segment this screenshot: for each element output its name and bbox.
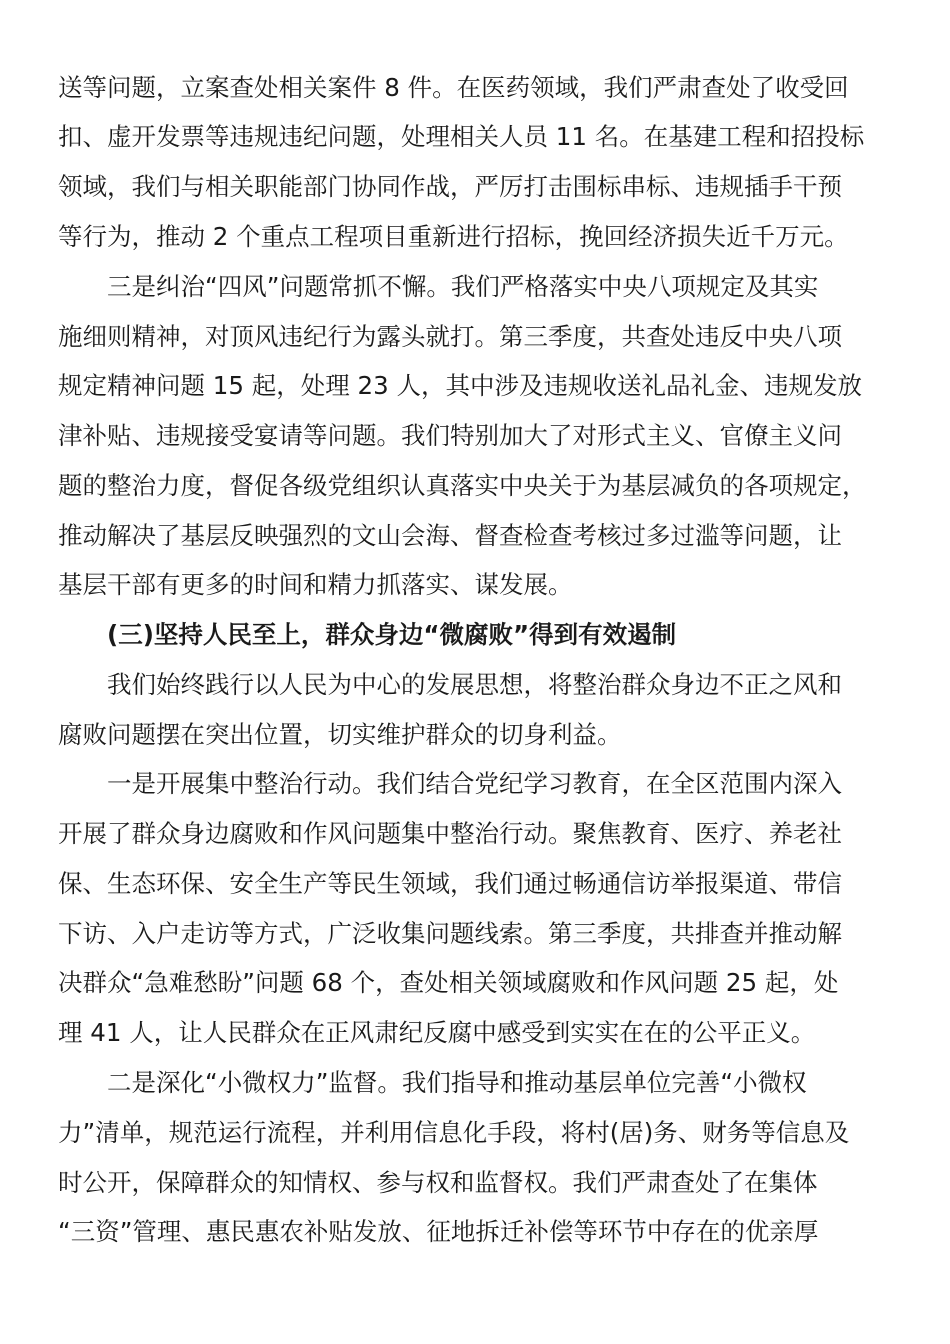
text-line-16: 开展了群众身边腐败和作风问题集中整治行动。聚焦教育、医疗、养老社	[58, 819, 842, 848]
text-line-14: 腐败问题摆在突出位置，切实维护群众的切身利益。	[58, 720, 622, 749]
text-line-19: 决群众“急难愁盼”问题 68 个，查处相关领域腐败和作风问题 25 起，处	[58, 968, 839, 997]
text-line-22: 力”清单，规范运行流程，并利用信息化手段，将村(居)务、财务等信息及	[58, 1118, 850, 1147]
text-line-6: 施细则精神，对顶风违纪行为露头就打。第三季度，共查处违反中央八项	[58, 322, 842, 351]
paragraph-start-two: 二是深化“小微权力”监督。我们指导和推动基层单位完善“小微权	[107, 1068, 807, 1097]
text-line-24: “三资”管理、惠民惠农补贴发放、征地拆迁补偿等环节中存在的优亲厚	[58, 1217, 819, 1246]
text-line-4: 等行为，推动 2 个重点工程项目重新进行招标，挽回经济损失近千万元。	[58, 222, 849, 251]
text-line-9: 题的整治力度，督促各级党组织认真落实中央关于为基层减负的各项规定，	[58, 471, 867, 500]
text-line-1: 送等问题，立案查处相关案件 8 件。在医药领域，我们严肃查处了收受回	[58, 73, 849, 102]
text-line-23: 时公开，保障群众的知情权、参与权和监督权。我们严肃查处了在集体	[58, 1168, 818, 1197]
text-line-20: 理 41 人，让人民群众在正风肃纪反腐中感受到实实在在的公平正义。	[58, 1018, 816, 1047]
paragraph-start-one: 一是开展集中整治行动。我们结合党纪学习教育，在全区范围内深入	[107, 769, 842, 798]
text-line-10: 推动解决了基层反映强烈的文山会海、督查检查考核过多过滥等问题，让	[58, 521, 842, 550]
text-line-11: 基层干部有更多的时间和精力抓落实、谋发展。	[58, 570, 573, 599]
text-line-2: 扣、虚开发票等违规违纪问题，处理相关人员 11 名。在基建工程和招投标	[58, 122, 865, 151]
section-heading: (三)坚持人民至上，群众身边“微腐败”得到有效遏制	[107, 620, 677, 649]
text-line-7: 规定精神问题 15 起，处理 23 人，其中涉及违规收送礼品礼金、违规发放	[58, 371, 862, 400]
text-line-3: 领域，我们与相关职能部门协同作战，严厉打击围标串标、违规插手干预	[58, 172, 842, 201]
paragraph-start-three: 三是纠治“四风”问题常抓不懈。我们严格落实中央八项规定及其实	[107, 272, 819, 301]
text-line-8: 津补贴、违规接受宴请等问题。我们特别加大了对形式主义、官僚主义问	[58, 421, 842, 450]
text-line-18: 下访、入户走访等方式，广泛收集问题线索。第三季度，共排查并推动解	[58, 919, 842, 948]
text-line-17: 保、生态环保、安全生产等民生领域，我们通过畅通信访举报渠道、带信	[58, 869, 842, 898]
paragraph-start-intro: 我们始终践行以人民为中心的发展思想，将整治群众身边不正之风和	[107, 670, 842, 699]
